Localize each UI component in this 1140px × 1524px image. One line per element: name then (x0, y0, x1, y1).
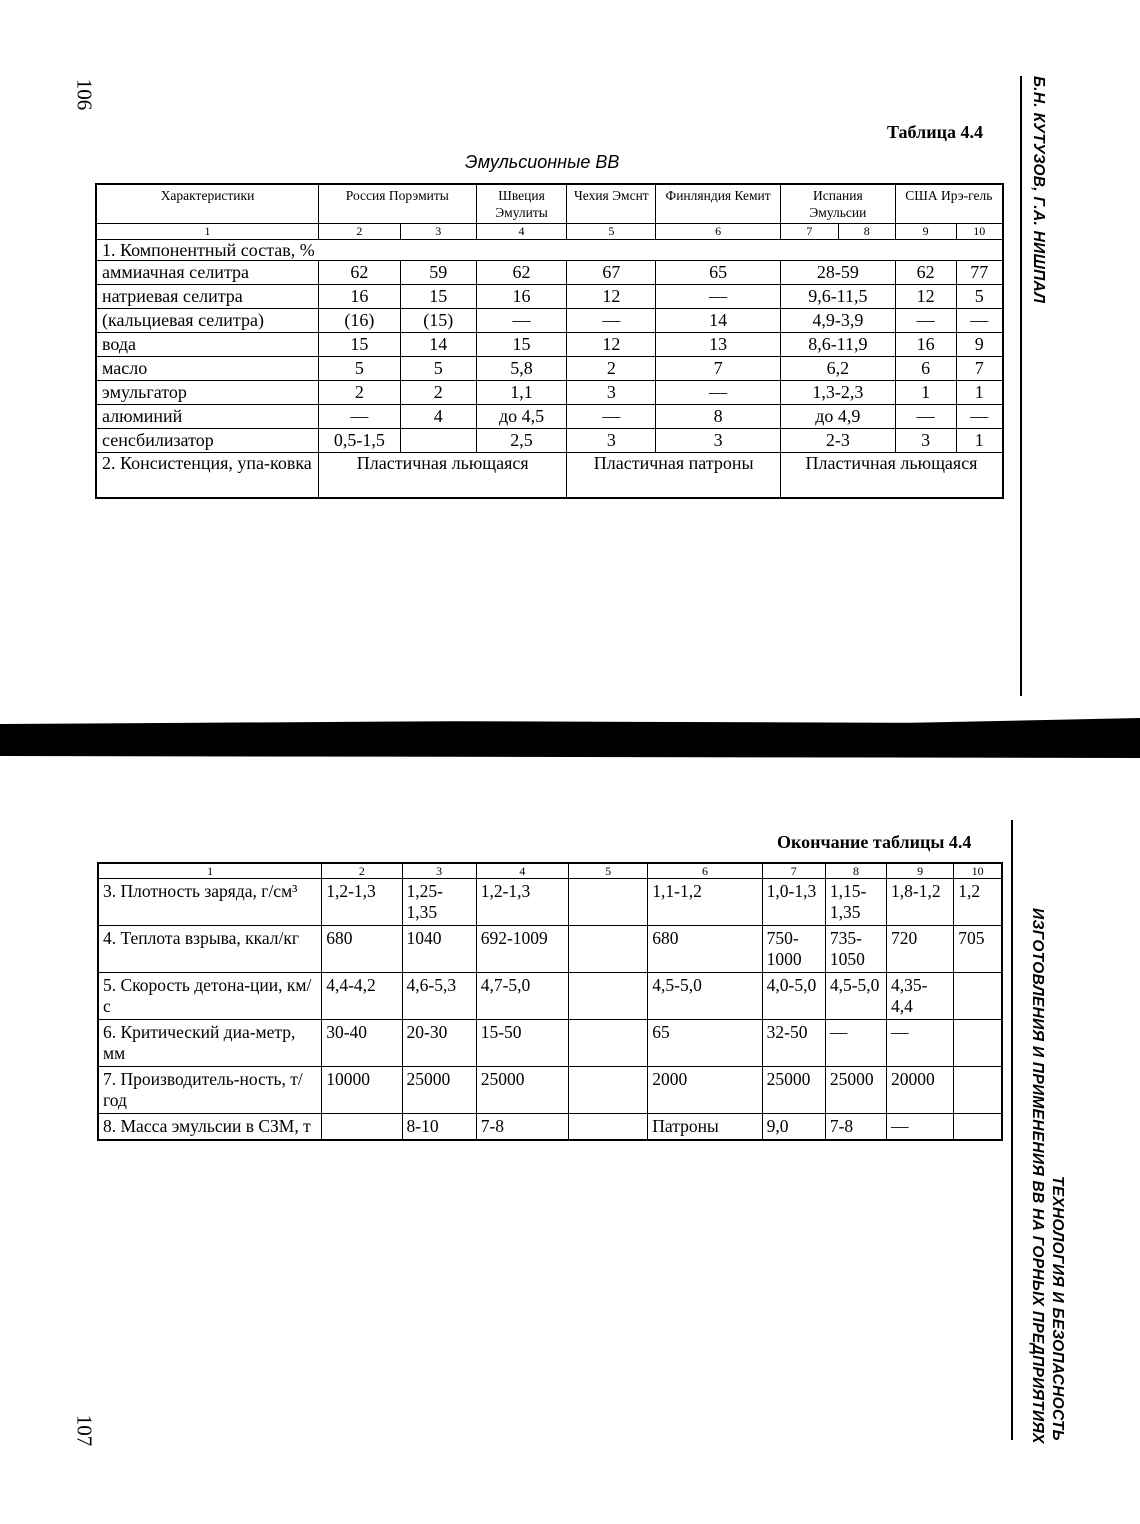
table-cell (400, 429, 476, 453)
table-row (98, 1114, 1002, 1141)
table-cell: 1,8-1,2 (887, 879, 954, 926)
running-head-bottom-line2: ИЗГОТОВЛЕНИЯ И ПРИМЕНЕНИЯ ВВ НА ГОРНЫХ ПРЕДПРИЯТИЯХ (1029, 908, 1046, 1444)
table-cell: 0,5-1,5 (319, 429, 401, 453)
table-cell: 10000 (322, 1067, 402, 1114)
table-cell: 1,1 (476, 381, 567, 405)
table-cell: 65 (648, 1020, 762, 1067)
table-cell: — (887, 1020, 954, 1067)
table-cell: до 4,9 (780, 405, 895, 429)
page-number-top: 106 (72, 78, 97, 111)
table-cell: 4,6-5,3 (402, 973, 476, 1020)
emulsion-explosives-table-continued (97, 862, 1003, 1141)
table-cell: 15-50 (476, 1020, 568, 1067)
table-cell (954, 973, 1002, 1020)
col-number: 3 (400, 224, 476, 240)
table-cell: 2 (567, 357, 656, 381)
table-cell: 1 (895, 381, 956, 405)
table-cell: 735-1050 (825, 926, 886, 973)
col-number: 7 (762, 863, 825, 879)
running-head-rule-bottom (1011, 820, 1013, 1440)
table-cell: 30-40 (322, 1020, 402, 1067)
table-cell: — (656, 381, 781, 405)
table-cell: — (956, 309, 1003, 333)
table-cell (569, 1067, 648, 1114)
col-number: 10 (956, 224, 1003, 240)
table-cell: 2 (319, 381, 401, 405)
col-number: 5 (567, 224, 656, 240)
table-cell: 77 (956, 261, 1003, 285)
header-usa: США Ирэ-гель (895, 184, 1003, 224)
table-cell: 20-30 (402, 1020, 476, 1067)
table-row (96, 405, 1003, 429)
col-number: 2 (322, 863, 402, 879)
col-number: 6 (648, 863, 762, 879)
table-cell: 680 (322, 926, 402, 973)
table-row (96, 261, 1003, 285)
section-composition: 1. Компонентный состав, % (96, 240, 1003, 261)
table-cell: 14 (656, 309, 781, 333)
page-gutter (0, 718, 1140, 758)
table-cell: 9,6-11,5 (780, 285, 895, 309)
table-row (98, 1067, 1002, 1114)
table-cell: 15 (476, 333, 567, 357)
col-number: 5 (569, 863, 648, 879)
table-cell (569, 879, 648, 926)
table-cell: — (319, 405, 401, 429)
table-cell: 1,3-2,3 (780, 381, 895, 405)
table-cell (954, 1114, 1002, 1141)
row-label: (кальциевая селитра) (96, 309, 319, 333)
table-cell: 7 (956, 357, 1003, 381)
table-cell: — (956, 405, 1003, 429)
table-cell: 2,5 (476, 429, 567, 453)
table-cell: 16 (476, 285, 567, 309)
table-cell: 5,8 (476, 357, 567, 381)
col-number: 1 (96, 224, 319, 240)
table-cell: 7-8 (825, 1114, 886, 1141)
table-row (96, 357, 1003, 381)
table-cell: 5 (319, 357, 401, 381)
table-cell: 1,0-1,3 (762, 879, 825, 926)
table-cell: 7 (656, 357, 781, 381)
header-finland: Финляндия Кемит (656, 184, 781, 224)
table-cell: 5 (400, 357, 476, 381)
table-cell: 1,25-1,35 (402, 879, 476, 926)
table-cell: — (567, 309, 656, 333)
table-cell: 1,2-1,3 (476, 879, 568, 926)
table-cell: 720 (887, 926, 954, 973)
header-sweden: Швеция Эмулиты (476, 184, 567, 224)
table-cell: 8,6-11,9 (780, 333, 895, 357)
consistency-group-3: Пластичная льющаяся (780, 453, 1003, 499)
table-cell (569, 973, 648, 1020)
table-cell: 7-8 (476, 1114, 568, 1141)
table-cell: 3 (567, 381, 656, 405)
table-cell: 4,5-5,0 (825, 973, 886, 1020)
table-cell: — (567, 405, 656, 429)
table-cell: 1,2 (954, 879, 1002, 926)
row-label: аммиачная селитра (96, 261, 319, 285)
table-cell: 705 (954, 926, 1002, 973)
col-number: 2 (319, 224, 401, 240)
table-cell: 25000 (476, 1067, 568, 1114)
table-row (98, 879, 1002, 926)
table-cell: 20000 (887, 1067, 954, 1114)
row-label: вода (96, 333, 319, 357)
table-cell: 3 (656, 429, 781, 453)
row-label: 8. Масса эмульсии в СЗМ, т (98, 1114, 322, 1141)
col-number: 4 (476, 224, 567, 240)
col-number: 9 (887, 863, 954, 879)
table-label: Таблица 4.4 (887, 122, 983, 142)
running-head-top: Б.Н. КУТУЗОВ, Г.А. НИШПАЛ (1030, 76, 1047, 304)
table-cell: 1,15-1,35 (825, 879, 886, 926)
page-number-bottom: 107 (72, 1414, 97, 1447)
table-cell: Патроны (648, 1114, 762, 1141)
row-label: сенсбилизатор (96, 429, 319, 453)
table-cell: 9,0 (762, 1114, 825, 1141)
table-cell: 9 (956, 333, 1003, 357)
table-cell: 32-50 (762, 1020, 825, 1067)
table-row (96, 429, 1003, 453)
table-cell: до 4,5 (476, 405, 567, 429)
row-label: 4. Теплота взрыва, ккал/кг (98, 926, 322, 973)
table-cell: 692-1009 (476, 926, 568, 973)
col-number: 9 (895, 224, 956, 240)
table-row (96, 309, 1003, 333)
col-number: 1 (98, 863, 322, 879)
table-cell: 2 (400, 381, 476, 405)
table-cell: 12 (895, 285, 956, 309)
col-number: 8 (825, 863, 886, 879)
table-cell (954, 1067, 1002, 1114)
table-cell: 2000 (648, 1067, 762, 1114)
table-cell: 28-59 (780, 261, 895, 285)
table-cell: 25000 (825, 1067, 886, 1114)
table-cell: — (476, 309, 567, 333)
table-cell (569, 926, 648, 973)
table-row (98, 1020, 1002, 1067)
table-cell: 6,2 (780, 357, 895, 381)
table-cell: 62 (319, 261, 401, 285)
table-cell: 4,35-4,4 (887, 973, 954, 1020)
running-head-rule-top (1020, 76, 1022, 696)
table-cell: (16) (319, 309, 401, 333)
table-row (96, 381, 1003, 405)
table-row (96, 333, 1003, 357)
table-cell: 3 (567, 429, 656, 453)
table-cell: 4,5-5,0 (648, 973, 762, 1020)
table-cell: 1040 (402, 926, 476, 973)
table-cell: 4,9-3,9 (780, 309, 895, 333)
table-cell (322, 1114, 402, 1141)
table-cell: 8-10 (402, 1114, 476, 1141)
row-label: 6. Критический диа-метр, мм (98, 1020, 322, 1067)
table-cell (569, 1114, 648, 1141)
row-label: алюминий (96, 405, 319, 429)
table-cell: 14 (400, 333, 476, 357)
table-continuation-label: Окончание таблицы 4.4 (777, 832, 972, 852)
table-row (98, 973, 1002, 1020)
table-cell: 25000 (402, 1067, 476, 1114)
header-russia: Россия Порэмиты (319, 184, 477, 224)
row-label: масло (96, 357, 319, 381)
table-cell: 1 (956, 381, 1003, 405)
table-cell: 4,7-5,0 (476, 973, 568, 1020)
table-cell (569, 1020, 648, 1067)
table-row (98, 926, 1002, 973)
table-cell: 680 (648, 926, 762, 973)
table-row (96, 285, 1003, 309)
table-cell: 1 (956, 429, 1003, 453)
table-cell: 15 (319, 333, 401, 357)
emulsion-explosives-table (95, 183, 1004, 499)
table-cell: 67 (567, 261, 656, 285)
table-cell: 15 (400, 285, 476, 309)
col-number: 8 (838, 224, 895, 240)
header-czech: Чехия Эмснт (567, 184, 656, 224)
table-cell: 65 (656, 261, 781, 285)
consistency-label: 2. Консистенция, упа-ковка (96, 453, 319, 499)
row-label: 7. Производитель-ность, т/год (98, 1067, 322, 1114)
header-characteristics: Характеристики (96, 184, 319, 224)
row-label: 3. Плотность заряда, г/см³ (98, 879, 322, 926)
consistency-group-1: Пластичная льющаяся (319, 453, 567, 499)
table-cell: 62 (895, 261, 956, 285)
table-cell: — (825, 1020, 886, 1067)
table-cell: 4 (400, 405, 476, 429)
table-cell: 13 (656, 333, 781, 357)
table-cell: — (895, 405, 956, 429)
table-cell: 1,2-1,3 (322, 879, 402, 926)
table-cell (954, 1020, 1002, 1067)
table-cell: 8 (656, 405, 781, 429)
table-cell: 2-3 (780, 429, 895, 453)
row-label: 5. Скорость детона-ции, км/с (98, 973, 322, 1020)
header-spain: Испания Эмульсии (780, 184, 895, 224)
row-label: натриевая селитра (96, 285, 319, 309)
col-number: 10 (954, 863, 1002, 879)
col-number: 6 (656, 224, 781, 240)
col-number: 3 (402, 863, 476, 879)
table-cell: 4,0-5,0 (762, 973, 825, 1020)
table-cell: 3 (895, 429, 956, 453)
table-cell: 4,4-4,2 (322, 973, 402, 1020)
table-cell: 750-1000 (762, 926, 825, 973)
table-cell: 25000 (762, 1067, 825, 1114)
running-head-bottom-line1: ТЕХНОЛОГИЯ И БЕЗОПАСНОСТЬ (1049, 1176, 1066, 1441)
table-cell: 12 (567, 285, 656, 309)
table-caption: Эмульсионные ВВ (465, 152, 620, 172)
table-cell: — (887, 1114, 954, 1141)
col-number: 7 (780, 224, 838, 240)
table-cell: — (656, 285, 781, 309)
col-number: 4 (476, 863, 568, 879)
table-cell: — (895, 309, 956, 333)
table-cell: 16 (319, 285, 401, 309)
row-label: эмульгатор (96, 381, 319, 405)
table-cell: 62 (476, 261, 567, 285)
table-cell: (15) (400, 309, 476, 333)
table-cell: 59 (400, 261, 476, 285)
table-cell: 12 (567, 333, 656, 357)
table-cell: 16 (895, 333, 956, 357)
consistency-group-2: Пластичная патроны (567, 453, 781, 499)
table-cell: 1,1-1,2 (648, 879, 762, 926)
table-cell: 5 (956, 285, 1003, 309)
table-cell: 6 (895, 357, 956, 381)
